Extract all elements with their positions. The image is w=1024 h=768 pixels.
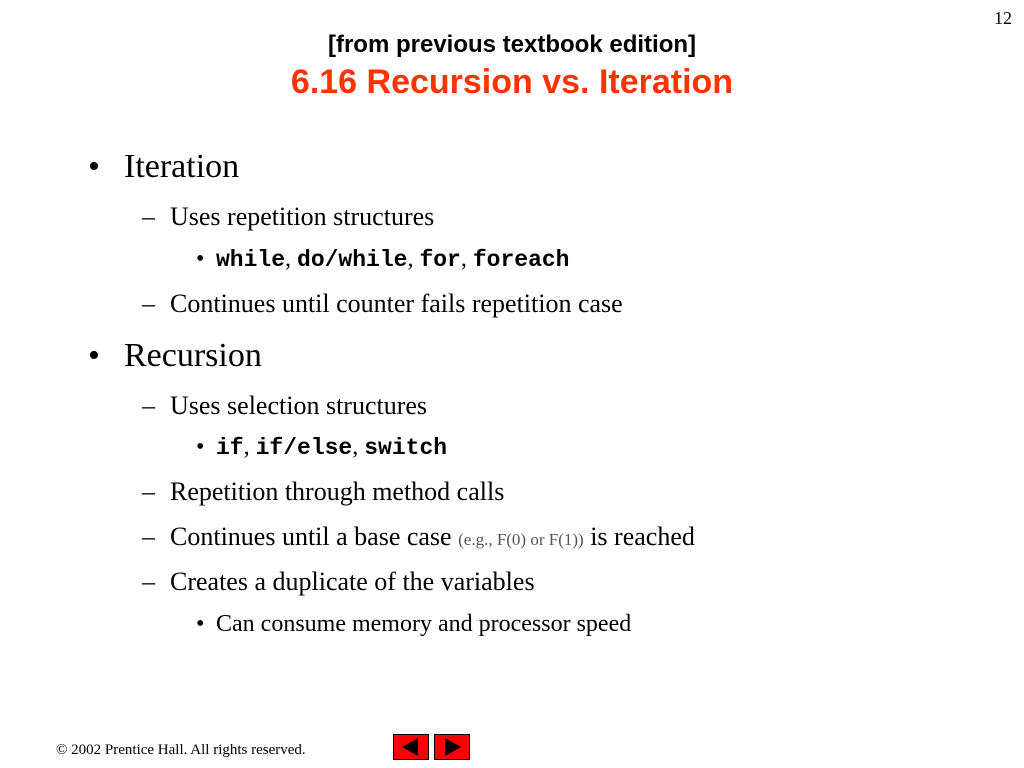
dash-icon: – [142,289,155,318]
sub-sub-bullet-text: Can consume memory and processor speed [216,611,632,637]
sub-bullet-text: Uses selection structures [170,391,428,420]
copyright-footer [56,742,306,759]
sub-bullet-text: Repetition through method calls [170,477,505,506]
keyword: while [216,247,286,273]
previous-arrow-icon [394,735,428,759]
slide-header [0,30,1024,104]
previous-slide-button[interactable] [393,734,429,760]
next-slide-button[interactable] [434,734,470,760]
dash-icon: – [142,567,155,596]
keyword: foreach [472,247,570,273]
sub-bullet-text: Continues until a base case [170,522,452,551]
keyword: for [419,247,461,273]
copyright-symbol: © [56,742,68,758]
keyword: switch [364,435,448,461]
slide-title: 6.16 Recursion vs. Iteration [290,63,734,101]
bullet-dot-icon: • [196,434,205,460]
dash-icon: – [142,202,155,231]
bullet-label: Recursion [124,337,262,374]
page-number: 12 [994,8,1012,28]
bullet-label: Iteration [124,148,240,185]
pre-title: [from previous textbook edition] [327,31,696,58]
dash-icon: – [142,477,155,506]
base-case-note: (e.g., F(0) or F(1)) [458,530,584,549]
keyword: if/else [255,435,353,461]
sub-bullet-text: Continues until counter fails repetition case [170,289,623,318]
sub-bullet-text: Uses repetition structures [170,202,435,231]
keyword: do/while [297,247,408,273]
sub-bullet-text: Creates a duplicate of the variables [170,567,535,596]
dash-icon: – [142,522,155,551]
bullet-dot-icon: • [196,611,205,637]
next-arrow-icon [435,735,469,759]
copyright-text: 2002 Prentice Hall. All rights reserved. [71,742,306,758]
bullet-dot-icon: • [88,148,100,185]
dash-icon: – [142,391,155,420]
bullet-dot-icon: • [196,246,205,272]
bullet-dot-icon: • [88,337,100,374]
sub-bullet-text-end: is reached [590,522,695,551]
keyword: if [216,435,244,461]
